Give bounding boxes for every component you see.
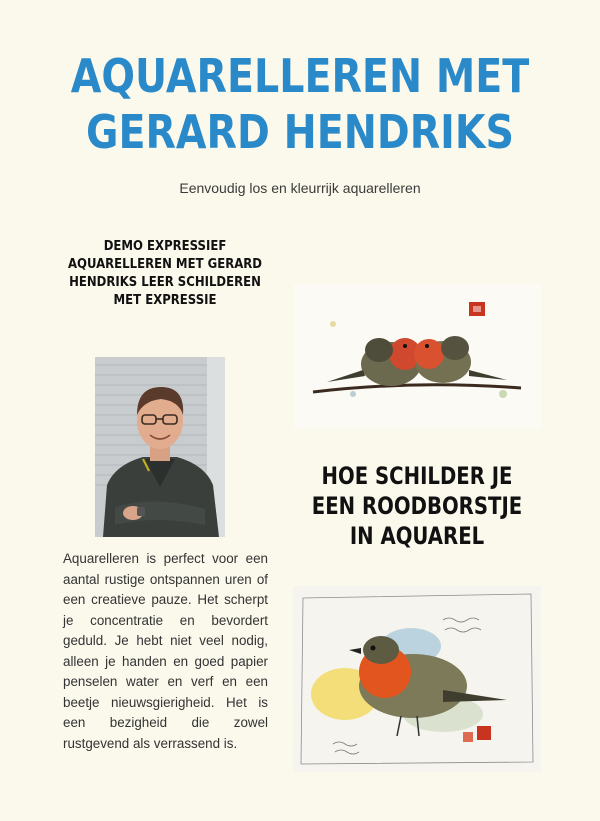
robin-painting bbox=[293, 586, 541, 772]
robin-heading: HOE SCHILDER JE EEN ROODBORSTJE IN AQUAREL bbox=[311, 462, 523, 550]
demo-heading: DEMO EXPRESSIEF AQUARELLEREN MET GERARD HENDRIKS LEER SCHILDEREN MET EXPRESSIE bbox=[67, 239, 263, 308]
title-line-1: AQUARELLEREN MET bbox=[70, 49, 530, 103]
page-title bbox=[42, 48, 558, 160]
portrait-photo bbox=[95, 357, 225, 537]
page-subtitle: Eenvoudig los en kleurrijk aquarelleren bbox=[179, 180, 421, 196]
title-line-2: GERARD HENDRIKS bbox=[85, 105, 515, 159]
robins-painting bbox=[293, 284, 541, 429]
intro-paragraph: Aquarelleren is perfect voor een aantal rustige ontspannen uren of een creatieve pauze. Het scherpt je concentratie en bevordert geduld. Je hebt niet veel nodig, alleen je handen en goed papier penselen water en verf en een beetje nieuwsgierigheid. Het is een bezigheid die zowel rustgevend als verrassend is. bbox=[63, 551, 268, 751]
